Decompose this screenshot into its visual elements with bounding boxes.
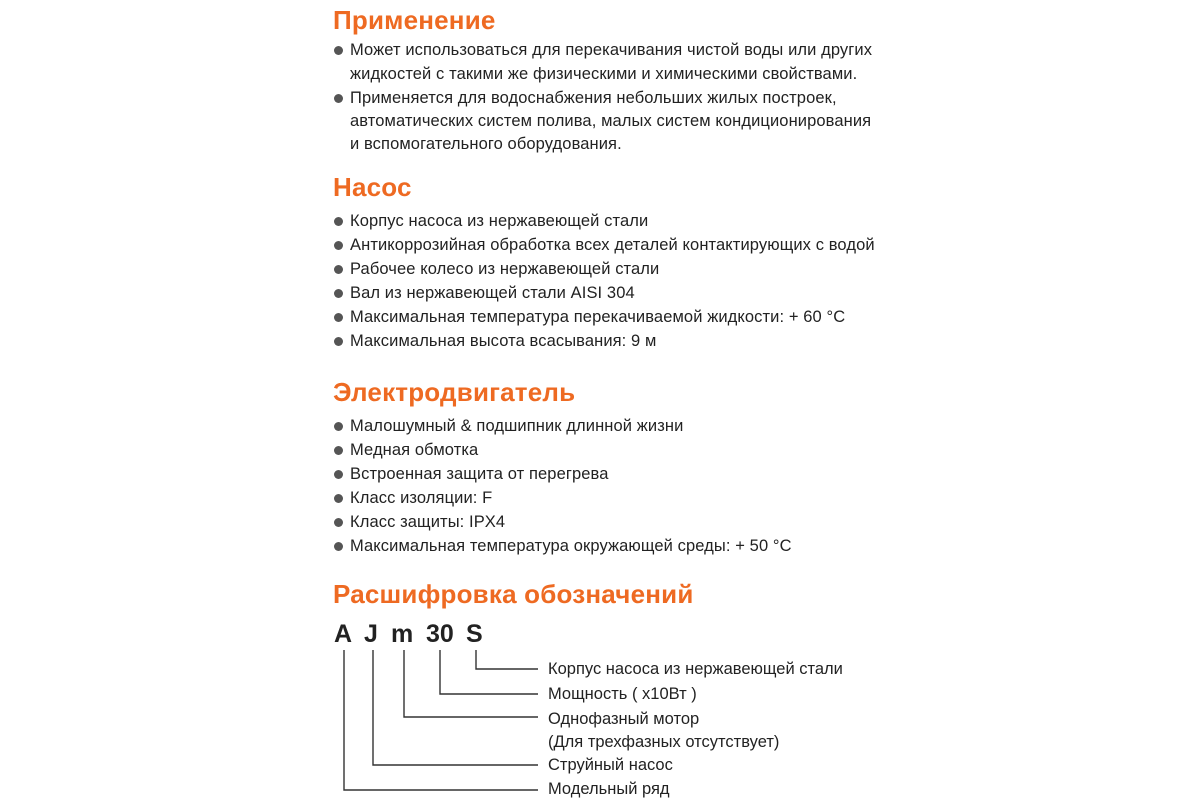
pump-item: Максимальная температура перекачиваемой жидкости: + 60 °C	[350, 308, 846, 326]
motor-item: Встроенная защита от перегрева	[350, 465, 609, 483]
legend-material: Корпус насоса из нержавеющей стали	[548, 660, 843, 678]
motor-item: Максимальная температура окружающей среды: + 50 °C	[350, 537, 792, 555]
motor-item: Класс изоляции: F	[350, 489, 493, 507]
section-title-decoding: Расшифровка обозначений	[333, 579, 694, 609]
code-letter-series: A	[334, 620, 353, 648]
legend-power: Мощность ( x10Вт )	[548, 685, 697, 703]
legend-series: Модельный ряд	[548, 780, 670, 798]
legend-phase-note: (Для трехфазных отсутствует)	[548, 733, 780, 751]
pump-item: Рабочее колесо из нержавеющей стали	[350, 260, 660, 278]
pump-item: Вал из нержавеющей стали AISI 304	[350, 284, 635, 302]
motor-item: Малошумный & подшипник длинной жизни	[350, 417, 684, 435]
connector-line-jet	[373, 650, 538, 765]
section-title-motor: Электродвигатель	[333, 377, 576, 407]
code-number-power: 30	[426, 620, 454, 648]
code-letter-jet: J	[364, 620, 378, 648]
pump-item: Корпус насоса из нержавеющей стали	[350, 212, 649, 230]
code-letter-material: S	[466, 620, 483, 648]
pump-item: Антикоррозийная обработка всех деталей контактирующих с водой	[350, 236, 875, 254]
section-title-pump: Насос	[333, 172, 412, 202]
application-line-2: жидкостей с такими же физическими и химическими свойствами.	[350, 65, 858, 83]
application-line-5: и вспомогательного оборудования.	[350, 135, 622, 153]
legend-jet: Струйный насос	[548, 756, 673, 774]
legend-phase: Однофазный мотор	[548, 710, 700, 728]
section-title-application: Применение	[333, 5, 496, 35]
connector-line-material	[476, 650, 538, 669]
connector-line-phase	[404, 650, 538, 717]
code-letter-phase: m	[391, 620, 414, 648]
application-line-1: Может использоваться для перекачивания чистой воды или других	[350, 41, 873, 59]
motor-item: Медная обмотка	[350, 441, 479, 459]
application-line-3: Применяется для водоснабжения небольших жилых построек,	[350, 89, 837, 107]
connector-line-power	[440, 650, 538, 694]
application-line-4: автоматических систем полива, малых систем кондиционирования	[350, 112, 872, 130]
pump-item: Максимальная высота всасывания: 9 м	[350, 332, 657, 350]
motor-item: Класс защиты: IPX4	[350, 513, 506, 531]
